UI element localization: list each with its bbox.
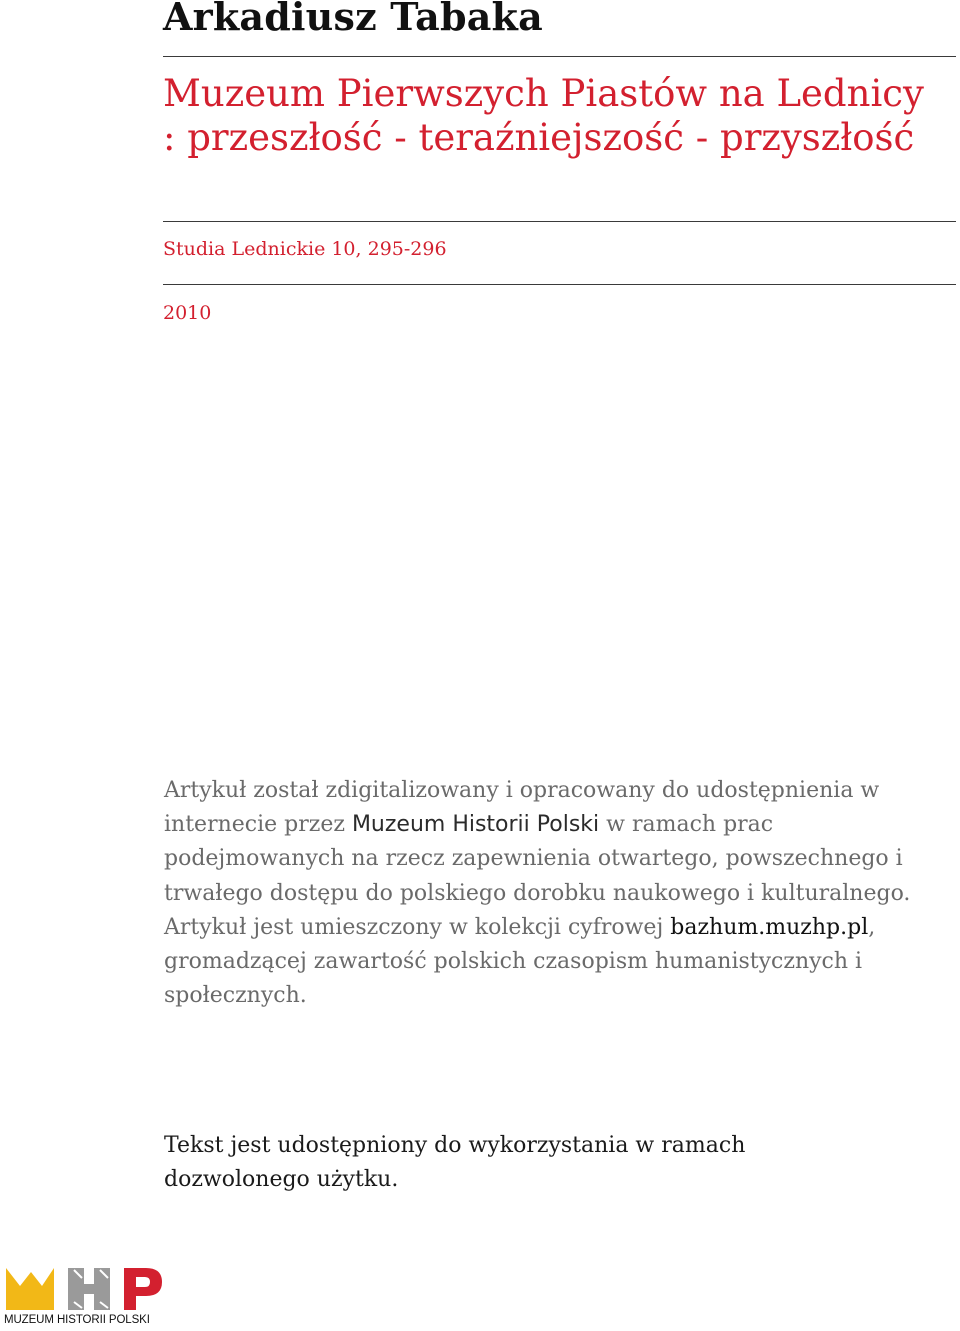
logo-crown-icon (6, 1268, 54, 1310)
author-name: Arkadiusz Tabaka (163, 0, 543, 39)
digitization-notice (164, 774, 924, 1013)
logo-p-icon (124, 1268, 162, 1310)
divider-bottom (163, 284, 956, 285)
divider-middle (163, 221, 956, 222)
logo-text: MUZEUM HISTORII POLSKI (4, 1314, 150, 1326)
notice-text-2: w ramach prac podejmowanych na rzecz zapewnienia otwartego, powszechnego i trwałego dostępu do polskiego dorobku naukowego i kulturalnego. Artykuł jest umieszczony w kolekcji cyfrowej (164, 812, 911, 940)
divider-top (163, 56, 956, 57)
source-citation: Studia Lednickie 10, 295-296 (163, 238, 447, 260)
publication-year: 2010 (163, 302, 212, 324)
collection-link[interactable]: bazhum.muzhp.pl (670, 914, 869, 940)
notice-text-3: , gromadzącej zawartość polskich czasopism humanistycznych i społecznych. (164, 914, 876, 1009)
notice-text-1: Artykuł został zdigitalizowany i opracowany do udostępnienia w internecie przez (164, 778, 880, 838)
article-title: Muzeum Pierwszych Piastów na Lednicy : przeszłość - teraźniejszość - przyszłość (163, 72, 924, 159)
logo-mark-icon (4, 1264, 166, 1314)
organization-name: Muzeum Historii Polski (351, 812, 600, 838)
usage-notice: Tekst jest udostępniony do wykorzystania w ramach dozwolonego użytku. (164, 1133, 746, 1193)
museum-logo (4, 1264, 166, 1330)
